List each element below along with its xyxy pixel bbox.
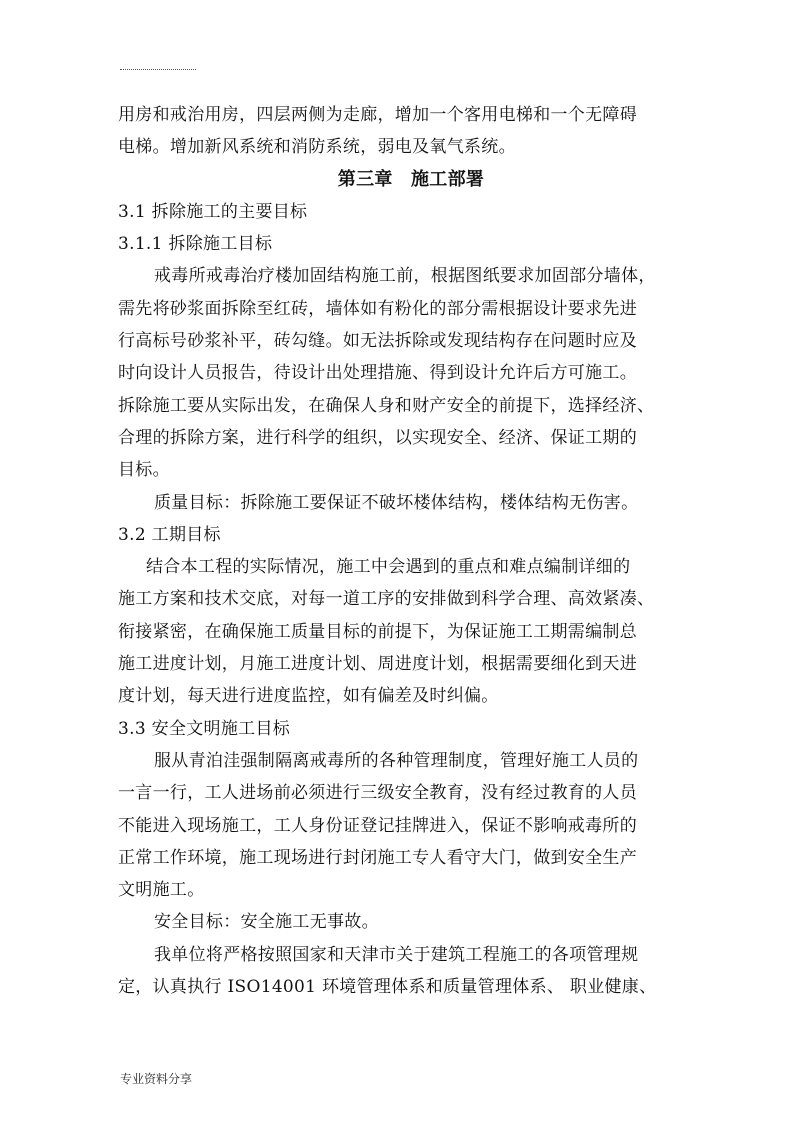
paragraph-line: 正常工作环境，施工现场进行封闭施工专人看守大门，做到安全生产 bbox=[118, 847, 637, 868]
section-heading-3-3: 3.3 安全文明施工目标 bbox=[118, 718, 291, 739]
quality-goal-line: 质量目标：拆除施工要保证不破坏楼体结构，楼体结构无伤害。 bbox=[154, 492, 639, 513]
paragraph-line: 施工方案和技术交底，对每一道工序的安排做到科学合理、高效紧凑、 bbox=[118, 589, 655, 610]
paragraph-line: 电梯。增加新风系统和消防系统，弱电及氧气系统。 bbox=[118, 137, 516, 158]
paragraph-line: 用房和戒治用房，四层两侧为走廊，增加一个客用电梯和一个无障碍 bbox=[118, 105, 637, 125]
header-dotted-rule bbox=[120, 69, 196, 70]
paragraph-line: 不能进入现场施工，工人身份证登记挂牌进入，保证不影响戒毒所的 bbox=[118, 815, 637, 836]
paragraph-line: 衔接紧密，在确保施工质量目标的前提下，为保证施工工期需编制总 bbox=[118, 621, 637, 642]
safety-goal-line: 安全目标：安全施工无事故。 bbox=[154, 912, 379, 933]
paragraph-line: 施工进度计划，月施工进度计划、周进度计划，根据需要细化到天进 bbox=[118, 654, 637, 675]
page-footer: 专业资料分享 bbox=[120, 1072, 193, 1086]
paragraph-line: 拆除施工要从实际出发，在确保人身和财产安全的前提下，选择经济、 bbox=[118, 395, 655, 416]
paragraph-line: 合理的拆除方案，进行科学的组织，以实现安全、经济、保证工期的 bbox=[118, 427, 637, 448]
section-heading-3-2: 3.2 工期目标 bbox=[118, 524, 221, 545]
paragraph-line: 我单位将严格按照国家和天津市关于建筑工程施工的各项管理规 bbox=[154, 944, 639, 965]
paragraph-line: 文明施工。 bbox=[118, 880, 205, 901]
paragraph-line: 结合本工程的实际情况，施工中会遇到的重点和难点编制详细的 bbox=[146, 557, 631, 578]
paragraph-line: 定，认真执行 ISO14001 环境管理体系和质量管理体系、 职业健康、 bbox=[118, 977, 657, 998]
chapter-title: 第三章 施工部署 bbox=[337, 168, 485, 190]
section-heading-3-1-1: 3.1.1 拆除施工目标 bbox=[118, 234, 273, 255]
paragraph-line: 戒毒所戒毒治疗楼加固结构施工前，根据图纸要求加固部分墙体， bbox=[154, 266, 656, 287]
paragraph-line: 行高标号砂浆补平，砖勾缝。如无法拆除或发现结构存在问题时应及 bbox=[118, 331, 637, 352]
section-heading-3-1: 3.1 拆除施工的主要目标 bbox=[118, 201, 308, 222]
paragraph-line: 服从青泊洼强制隔离戒毒所的各种管理制度，管理好施工人员的 bbox=[154, 750, 639, 771]
document-body bbox=[118, 99, 674, 1003]
paragraph-line: 需先将砂浆面拆除至红砖，墙体如有粉化的部分需根据设计要求先进 bbox=[118, 298, 637, 319]
paragraph-line: 目标。 bbox=[118, 460, 170, 481]
paragraph-line: 度计划，每天进行进度监控，如有偏差及时纠偏。 bbox=[118, 686, 499, 707]
paragraph-line: 时向设计人员报告，待设计出处理措施、得到设计允许后方可施工。 bbox=[118, 363, 637, 384]
paragraph-line: 一言一行，工人进场前必须进行三级安全教育，没有经过教育的人员 bbox=[118, 783, 637, 804]
